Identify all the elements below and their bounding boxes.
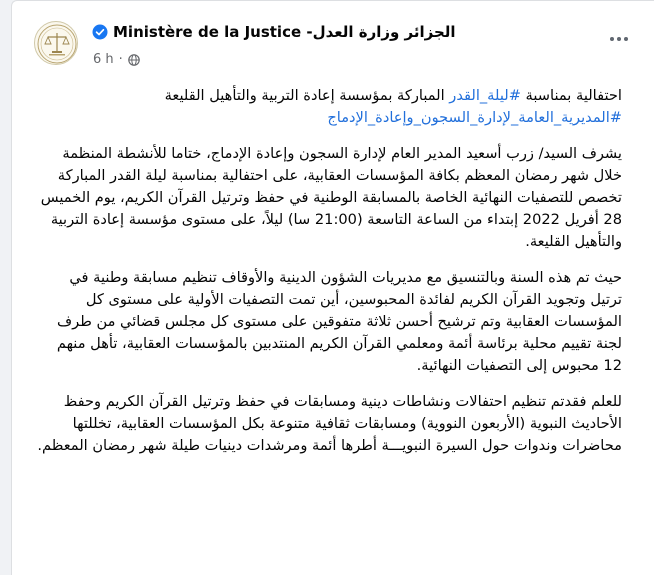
page-name[interactable]: Ministère de la Justice -الجزائر وزارة العدل xyxy=(113,23,456,41)
post-header xyxy=(12,1,654,77)
post-text xyxy=(37,85,622,471)
intro-text-end: المباركة بمؤسسة إعادة التربية والتأهيل القليعة xyxy=(164,87,450,104)
page-avatar[interactable] xyxy=(34,21,78,65)
post-paragraph-3: للعلم فقدتم تنظيم احتفالات ونشاطات دينية ومسابقات في حفظ وترتيل القرآن الكريم وحفظ الأحاديث النبوية (الأربعون النووية) ومسابقات ثقافية متنوعة بكل المؤسسات العقابية، تخللتها محاضرات وندوات حول السيرة النبويـــة أطرها أئمة ومرشدات دينيات طيلة شهر رمضان المعظم. xyxy=(37,393,622,454)
post-meta xyxy=(93,52,140,67)
post-time[interactable]: 6 h xyxy=(93,52,114,67)
globe-icon[interactable] xyxy=(128,54,140,66)
facebook-post-card xyxy=(11,0,654,575)
intro-text-start: احتفالية بمناسبة xyxy=(520,87,622,104)
post-intro xyxy=(37,85,622,129)
meta-separator: · xyxy=(118,52,123,67)
page-name-row xyxy=(92,23,456,41)
hashtag-general-directorate[interactable]: #المديرية_العامة_لإدارة_السجون_وإعادة_الإدماج xyxy=(327,109,622,126)
hashtag-laylat-al-qadr[interactable]: #ليلة_القدر xyxy=(449,87,521,104)
more-options-icon[interactable] xyxy=(609,31,629,47)
justice-scales-logo xyxy=(35,22,78,65)
post-paragraph-1: يشرف السيد/ زرب أسعيد المدير العام لإدارة السجون وإعادة الإدماج، ختاما للأنشطة المنظمة خلال شهر رمضان المعظم بكافة المؤسسات العقابية، على احتفالية بمناسبة ليلة القدر المباركة تخصص للتصفيات النهائية الخاصة بالمسابقة الوطنية في حفظ وترتيل القرآن الكريم، يوم الخميس 28 أفريل 2022 إبتداء من الساعة التاسعة (21:00 سا) ليلاً، على مستوى مؤسسة إعادة التربية والتأهيل القليعة. xyxy=(40,145,622,250)
post-paragraph-2: حيث تم هذه السنة وبالتنسيق مع مديريات الشؤون الدينية والأوقاف تنظيم مسابقة وطنية في ترتيل وتجويد القرآن الكريم لفائدة المحبوسين، أين تمت التصفيات الأولية على مستوى كل المؤسسات العقابية وتم ترشيح أحسن ثلاثة متفوقين على مستوى كل مجلس قضائي من طرف لجنة تقييم محلية برئاسة أئمة ومعلمي القرآن الكريم المنتدبين بالمؤسسات العقابية، تأهل منهم 12 محبوس إلى التصفيات النهائية. xyxy=(56,269,622,374)
verified-badge-icon xyxy=(92,24,108,40)
